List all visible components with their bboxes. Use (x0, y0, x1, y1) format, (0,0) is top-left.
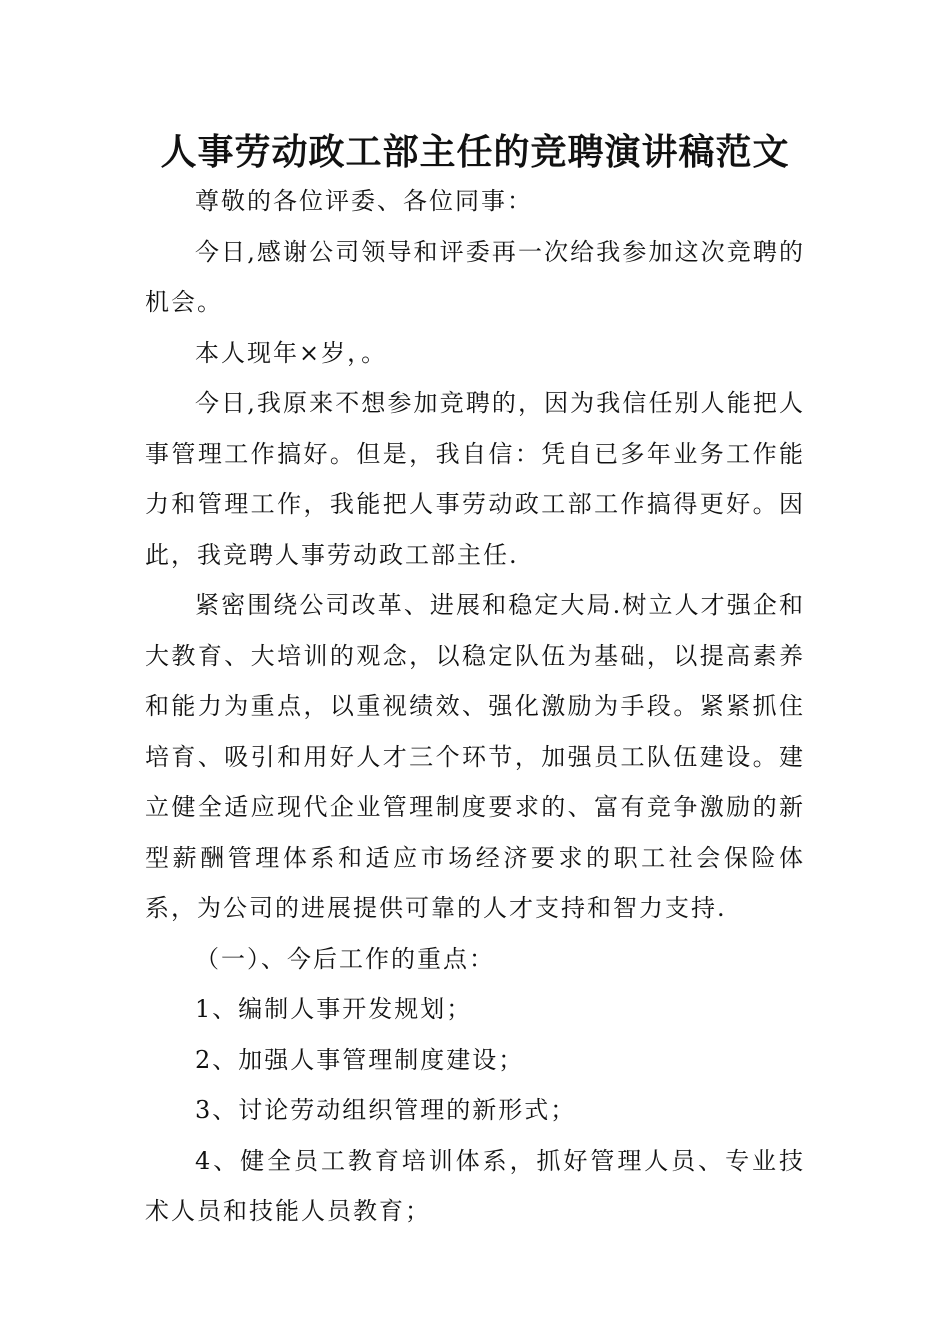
list-item-3: 3、讨论劳动组织管理的新形式； (195, 1096, 577, 1124)
paragraph-age: 本人现年×岁，。 (195, 338, 388, 367)
paragraph-strategy: 紧密围绕公司改革、进展和稳定大局.树立人才强企和大教育、大培训的观念，以稳定队伍为基础，以提高素养和能力为重点，以重视绩效、强化激励为手段。紧紧抓住培育、吸引和用好人才三个环节，加强员工队伍建设。建立健全适应现代企业管理制度要求的、富有竞争激励的新型薪酬管理体系和适应市场经济要求的职工社会保险体系，为公司的进展提供可靠的人才支持和智力支持. (145, 591, 805, 922)
document-title: 人事劳动政工部主任的竞聘演讲稿范文 (160, 131, 790, 173)
list-item-1: 1、编制人事开发规划； (195, 995, 473, 1023)
paragraph-thanks: 今日,感谢公司领导和评委再一次给我参加这次竞聘的机会。 (145, 237, 805, 316)
paragraph-motivation: 今日,我原来不想参加竞聘的，因为我信任别人能把人事管理工作搞好。但是，我自信：凭自已多年业务工作能力和管理工作，我能把人事劳动政工部工作搞得更好。因此，我竞聘人事劳动政工部主任. (145, 389, 805, 569)
salutation: 尊敬的各位评委、各位同事： (195, 187, 533, 215)
document-body (145, 176, 805, 1237)
list-item-4: 4、健全员工教育培训体系，抓好管理人员、专业技术人员和技能人员教育； (145, 1146, 805, 1225)
section-heading-priorities: （一）、今后工作的重点： (195, 944, 495, 973)
list-item-2: 2、加强人事管理制度建设； (195, 1045, 525, 1074)
